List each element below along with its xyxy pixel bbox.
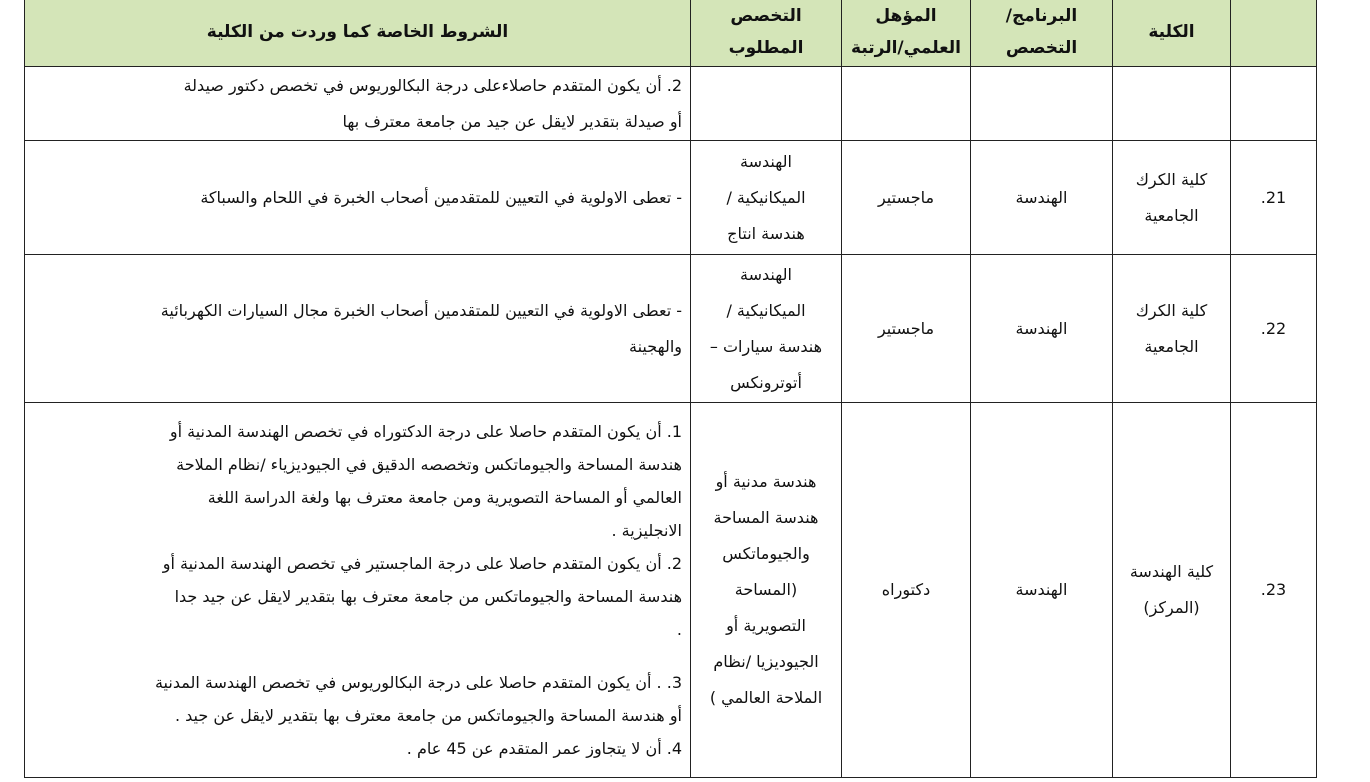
row-program: [971, 67, 1113, 141]
row-program: الهندسة: [971, 403, 1113, 778]
row-program: الهندسة: [971, 255, 1113, 403]
specialization-line: هندسة المساحة: [713, 508, 819, 527]
college-line: كلية الهندسة: [1129, 562, 1214, 581]
row-qualification: [842, 67, 971, 141]
condition-line: هندسة المساحة والجيوماتكس من جامعة معترف بها بتقدير لايقل عن جيد جدا: [174, 587, 682, 606]
row-number: 23.: [1231, 403, 1317, 778]
condition-line: 2. أن يكون المتقدم حاصلاءعلى درجة البكالوريوس في تخصص دكتور صيدلة: [183, 75, 682, 95]
condition-line: والهجينة: [629, 336, 682, 356]
condition-line: 2. أن يكون المتقدم حاصلا على درجة الماجستير في تخصص الهندسة المدنية أو: [162, 554, 682, 573]
table-row: [25, 67, 1317, 141]
row-specialization: [691, 67, 842, 141]
row-conditions: [25, 67, 691, 141]
condition-line: 1. أن يكون المتقدم حاصلا على درجة الدكتوراه في تخصص الهندسة المدنية أو: [169, 422, 682, 441]
table-row: [25, 255, 1317, 403]
table-row: [25, 141, 1317, 255]
row-college: [1113, 403, 1231, 778]
row-specialization: [691, 141, 842, 255]
row-specialization: [691, 403, 842, 778]
specialization-line: الهندسة: [740, 151, 792, 171]
row-qualification: دكتوراه: [842, 403, 971, 778]
college-line: (المركز): [1143, 598, 1200, 617]
header-program: البرنامج/ التخصص: [971, 0, 1113, 67]
row-number: [1231, 67, 1317, 141]
condition-line: - تعطى الاولوية في التعيين للمتقدمين أصحاب الخبرة مجال السيارات الكهربائية: [160, 300, 682, 320]
specialization-line: الميكانيكية /: [726, 187, 806, 207]
row-conditions: [25, 141, 691, 255]
college-line: الجامعية: [1144, 205, 1199, 225]
college-line: كلية الكرك: [1135, 169, 1208, 189]
condition-line: أو صيدلة بتقدير لايقل عن جيد من جامعة معترف بها: [342, 111, 682, 131]
header-number: [1231, 0, 1317, 67]
row-college: [1113, 67, 1231, 141]
condition-line: العالمي أو المساحة التصويرية ومن جامعة معترف بها ولغة الدراسة اللغة: [207, 488, 682, 507]
specialization-line: هندسة انتاج: [727, 223, 805, 243]
specialization-line: هندسة مدنية أو: [715, 472, 817, 491]
row-college: [1113, 255, 1231, 403]
specialization-line: أتوترونكس: [730, 372, 802, 392]
specialization-line: الهندسة: [740, 264, 792, 284]
conditions-table: [24, 0, 1317, 778]
specialization-line: الملاحة العالمي ): [709, 688, 823, 707]
specialization-line: هندسة سيارات –: [709, 336, 823, 356]
condition-line: هندسة المساحة والجيوماتكس وتخصصه الدقيق في الجيوديزياء /نظام الملاحة: [176, 455, 682, 474]
condition-line: 3. . أن يكون المتقدم حاصلا على درجة البكالوريوس في تخصص الهندسة المدنية: [154, 673, 682, 692]
condition-line: الانجليزية .: [611, 521, 682, 540]
specialization-line: التصويرية أو: [726, 616, 806, 635]
specialization-line: (المساحة: [734, 580, 798, 599]
row-specialization: [691, 255, 842, 403]
condition-line: 4. أن لا يتجاوز عمر المتقدم عن 45 عام .: [406, 739, 682, 758]
condition-spacer: [33, 646, 682, 666]
header-specialization: التخصص المطلوب: [691, 0, 842, 67]
row-number: 21.: [1231, 141, 1317, 255]
row-qualification: ماجستير: [842, 141, 971, 255]
row-program: الهندسة: [971, 141, 1113, 255]
condition-line: - تعطى الاولوية في التعيين للمتقدمين أصحاب الخبرة في اللحام والسباكة: [200, 187, 682, 207]
row-conditions: [25, 255, 691, 403]
row-college: [1113, 141, 1231, 255]
header-conditions: الشروط الخاصة كما وردت من الكلية: [25, 0, 691, 67]
condition-line: أو هندسة المساحة والجيوماتكس من جامعة معترف بها بتقدير لايقل عن جيد .: [174, 706, 682, 725]
specialization-line: الميكانيكية /: [726, 300, 806, 320]
header-college: الكلية: [1113, 0, 1231, 67]
header-row: [25, 0, 1317, 67]
condition-line: .: [676, 620, 682, 639]
row-qualification: ماجستير: [842, 255, 971, 403]
table-row: [25, 403, 1317, 778]
header-qualification: المؤهل العلمي/الرتبة: [842, 0, 971, 67]
college-line: كلية الكرك: [1135, 300, 1208, 320]
row-conditions: [25, 403, 691, 778]
college-line: الجامعية: [1144, 336, 1199, 356]
specialization-line: الجيوديزيا /نظام: [713, 652, 819, 671]
row-number: 22.: [1231, 255, 1317, 403]
specialization-line: والجيوماتكس: [722, 544, 810, 563]
